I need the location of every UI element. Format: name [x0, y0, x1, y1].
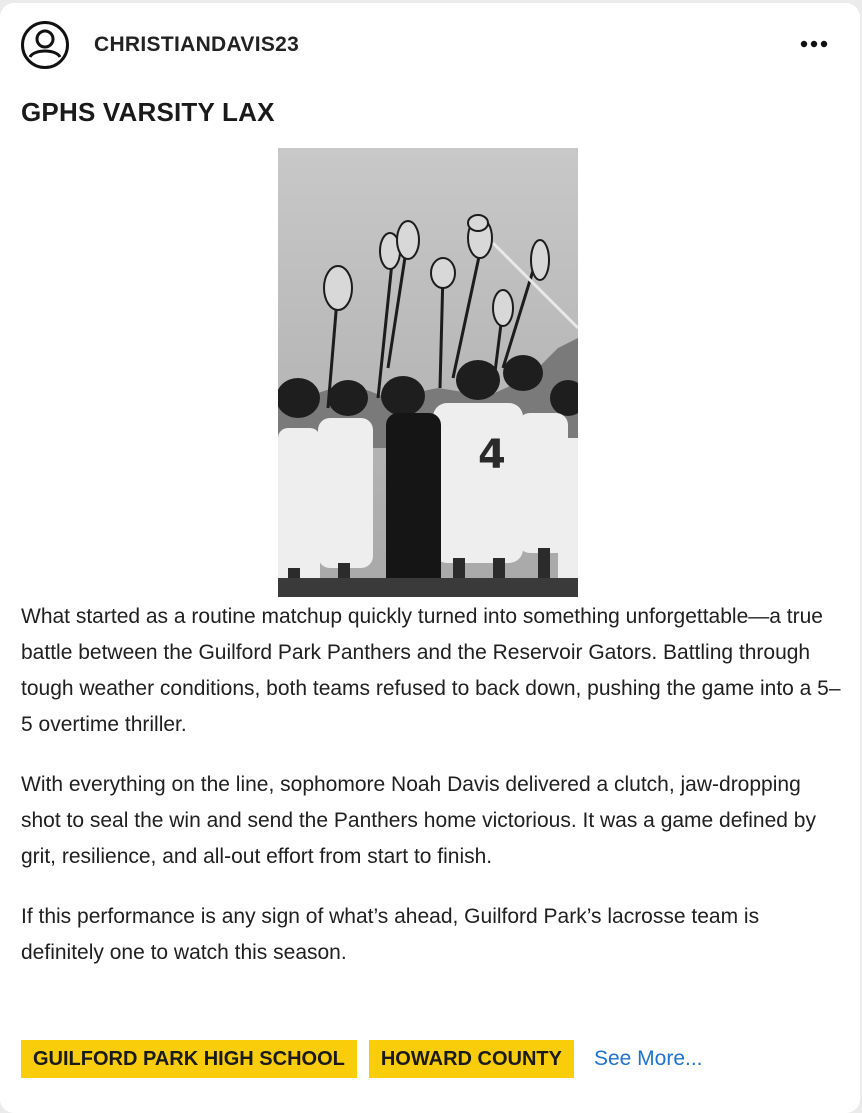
more-horizontal-icon[interactable]: [800, 33, 828, 55]
post-photo[interactable]: [278, 148, 578, 597]
post-body: [21, 599, 841, 995]
post-paragraph-3: If this performance is any sign of what’s ahead, Guilford Park’s lacrosse team is definitely one to watch this season.: [21, 905, 760, 964]
author-name[interactable]: CHRISTIANDAVIS23: [94, 33, 300, 56]
post-paragraph-1: What started as a routine matchup quickly turned into something unforgettable—a true battle between the Guilford Park Panthers and the Reservoir Gators. Battling through tough weather conditions, both teams refused to back down, pushing the game into a 5–5 overtime thriller.: [21, 605, 841, 736]
svg-text:4: 4: [478, 432, 506, 478]
post-card: [0, 3, 860, 1113]
post-header: [20, 20, 299, 70]
see-more-link[interactable]: See More...: [593, 1047, 703, 1070]
post-title: GPHS VARSITY LAX: [21, 97, 275, 127]
tag-guilford-park[interactable]: GUILFORD PARK HIGH SCHOOL: [21, 1040, 357, 1078]
post-paragraph-2: With everything on the line, sophomore Noah Davis delivered a clutch, jaw-dropping shot to seal the win and send the Panthers home victorious. It was a game defined by grit, resilience, and all-out effort from start to finish.: [21, 773, 816, 868]
tag-list: [21, 1040, 703, 1078]
user-avatar-icon[interactable]: [20, 20, 70, 70]
tag-howard-county[interactable]: HOWARD COUNTY: [369, 1040, 574, 1078]
